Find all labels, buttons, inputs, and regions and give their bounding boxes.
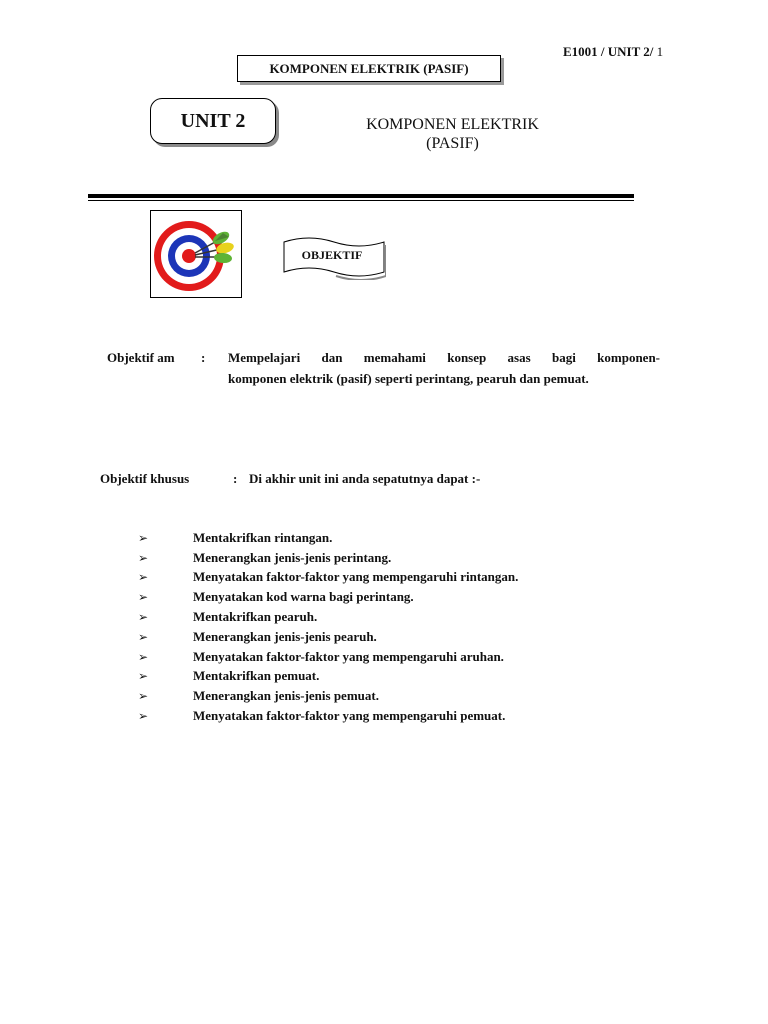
main-title-line1: KOMPONEN ELEKTRIK xyxy=(366,116,539,133)
list-item-text: Menyatakan kod warna bagi perintang. xyxy=(193,589,414,605)
objektif-khusus-colon: : xyxy=(233,471,238,486)
list-item-text: Menerangkan jenis-jenis perintang. xyxy=(193,549,392,565)
arrow-bullet-icon: ➢ xyxy=(138,709,149,724)
objective-bullet-list xyxy=(138,528,518,726)
list-item-text: Mentakrifkan pearuh. xyxy=(193,609,318,625)
list-item-text: Menerangkan jenis-jenis pearuh. xyxy=(193,628,377,644)
arrow-bullet-icon: ➢ xyxy=(138,530,149,545)
list-item xyxy=(138,706,518,726)
objektif-khusus-label: Objektif khusus xyxy=(100,471,190,486)
list-item xyxy=(138,587,518,607)
arrow-bullet-icon: ➢ xyxy=(138,629,149,644)
list-item-text: Menyatakan faktor-faktor yang mempengaruhi aruhan. xyxy=(193,648,504,664)
list-item-text: Mentakrifkan rintangan. xyxy=(193,529,333,545)
arrow-bullet-icon: ➢ xyxy=(138,590,149,605)
list-item-text: Mentakrifkan pemuat. xyxy=(193,668,320,684)
list-item xyxy=(138,647,518,667)
list-item xyxy=(138,627,518,647)
target-image-frame xyxy=(150,210,242,298)
arrow-bullet-icon: ➢ xyxy=(138,570,149,585)
top-title-box: KOMPONEN ELEKTRIK (PASIF) xyxy=(237,55,501,82)
divider-thin xyxy=(88,200,634,201)
list-item xyxy=(138,607,518,627)
list-item xyxy=(138,528,518,548)
list-item xyxy=(138,568,518,588)
dartboard-target-icon xyxy=(151,211,241,297)
arrow-bullet-icon: ➢ xyxy=(138,610,149,625)
divider-thick xyxy=(88,194,634,198)
arrow-bullet-icon: ➢ xyxy=(138,649,149,664)
unit-label-box: UNIT 2 xyxy=(150,98,276,144)
arrow-bullet-icon: ➢ xyxy=(138,689,149,704)
list-item-text: Menyatakan faktor-faktor yang mempengaruhi rintangan. xyxy=(193,569,519,585)
main-title-line2: (PASIF) xyxy=(426,135,479,152)
page-header-code xyxy=(563,44,663,60)
list-item xyxy=(138,667,518,687)
objektif-am-text-line1: Mempelajari dan memahami konsep asas bagi komponen- xyxy=(228,350,660,365)
main-title xyxy=(330,115,575,153)
objective-banner-label: OBJEKTIF xyxy=(301,248,363,262)
list-item-text: Menerangkan jenis-jenis pemuat. xyxy=(193,688,379,704)
arrow-bullet-icon: ➢ xyxy=(138,669,149,684)
list-item xyxy=(138,548,518,568)
header-code-text: E1001 / UNIT 2/ xyxy=(563,44,654,59)
objektif-am-label: Objektif am xyxy=(107,350,175,365)
arrow-bullet-icon: ➢ xyxy=(138,550,149,565)
objektif-khusus-text: Di akhir unit ini anda sepatutnya dapat :- xyxy=(249,471,481,486)
objektif-am-colon: : xyxy=(201,350,206,365)
list-item xyxy=(138,686,518,706)
header-page-number: 1 xyxy=(656,44,664,59)
list-item-text: Menyatakan faktor-faktor yang mempengaruhi pemuat. xyxy=(193,708,506,724)
objektif-am-text-line2: komponen elektrik (pasif) seperti perintang, pearuh dan pemuat. xyxy=(228,371,589,386)
